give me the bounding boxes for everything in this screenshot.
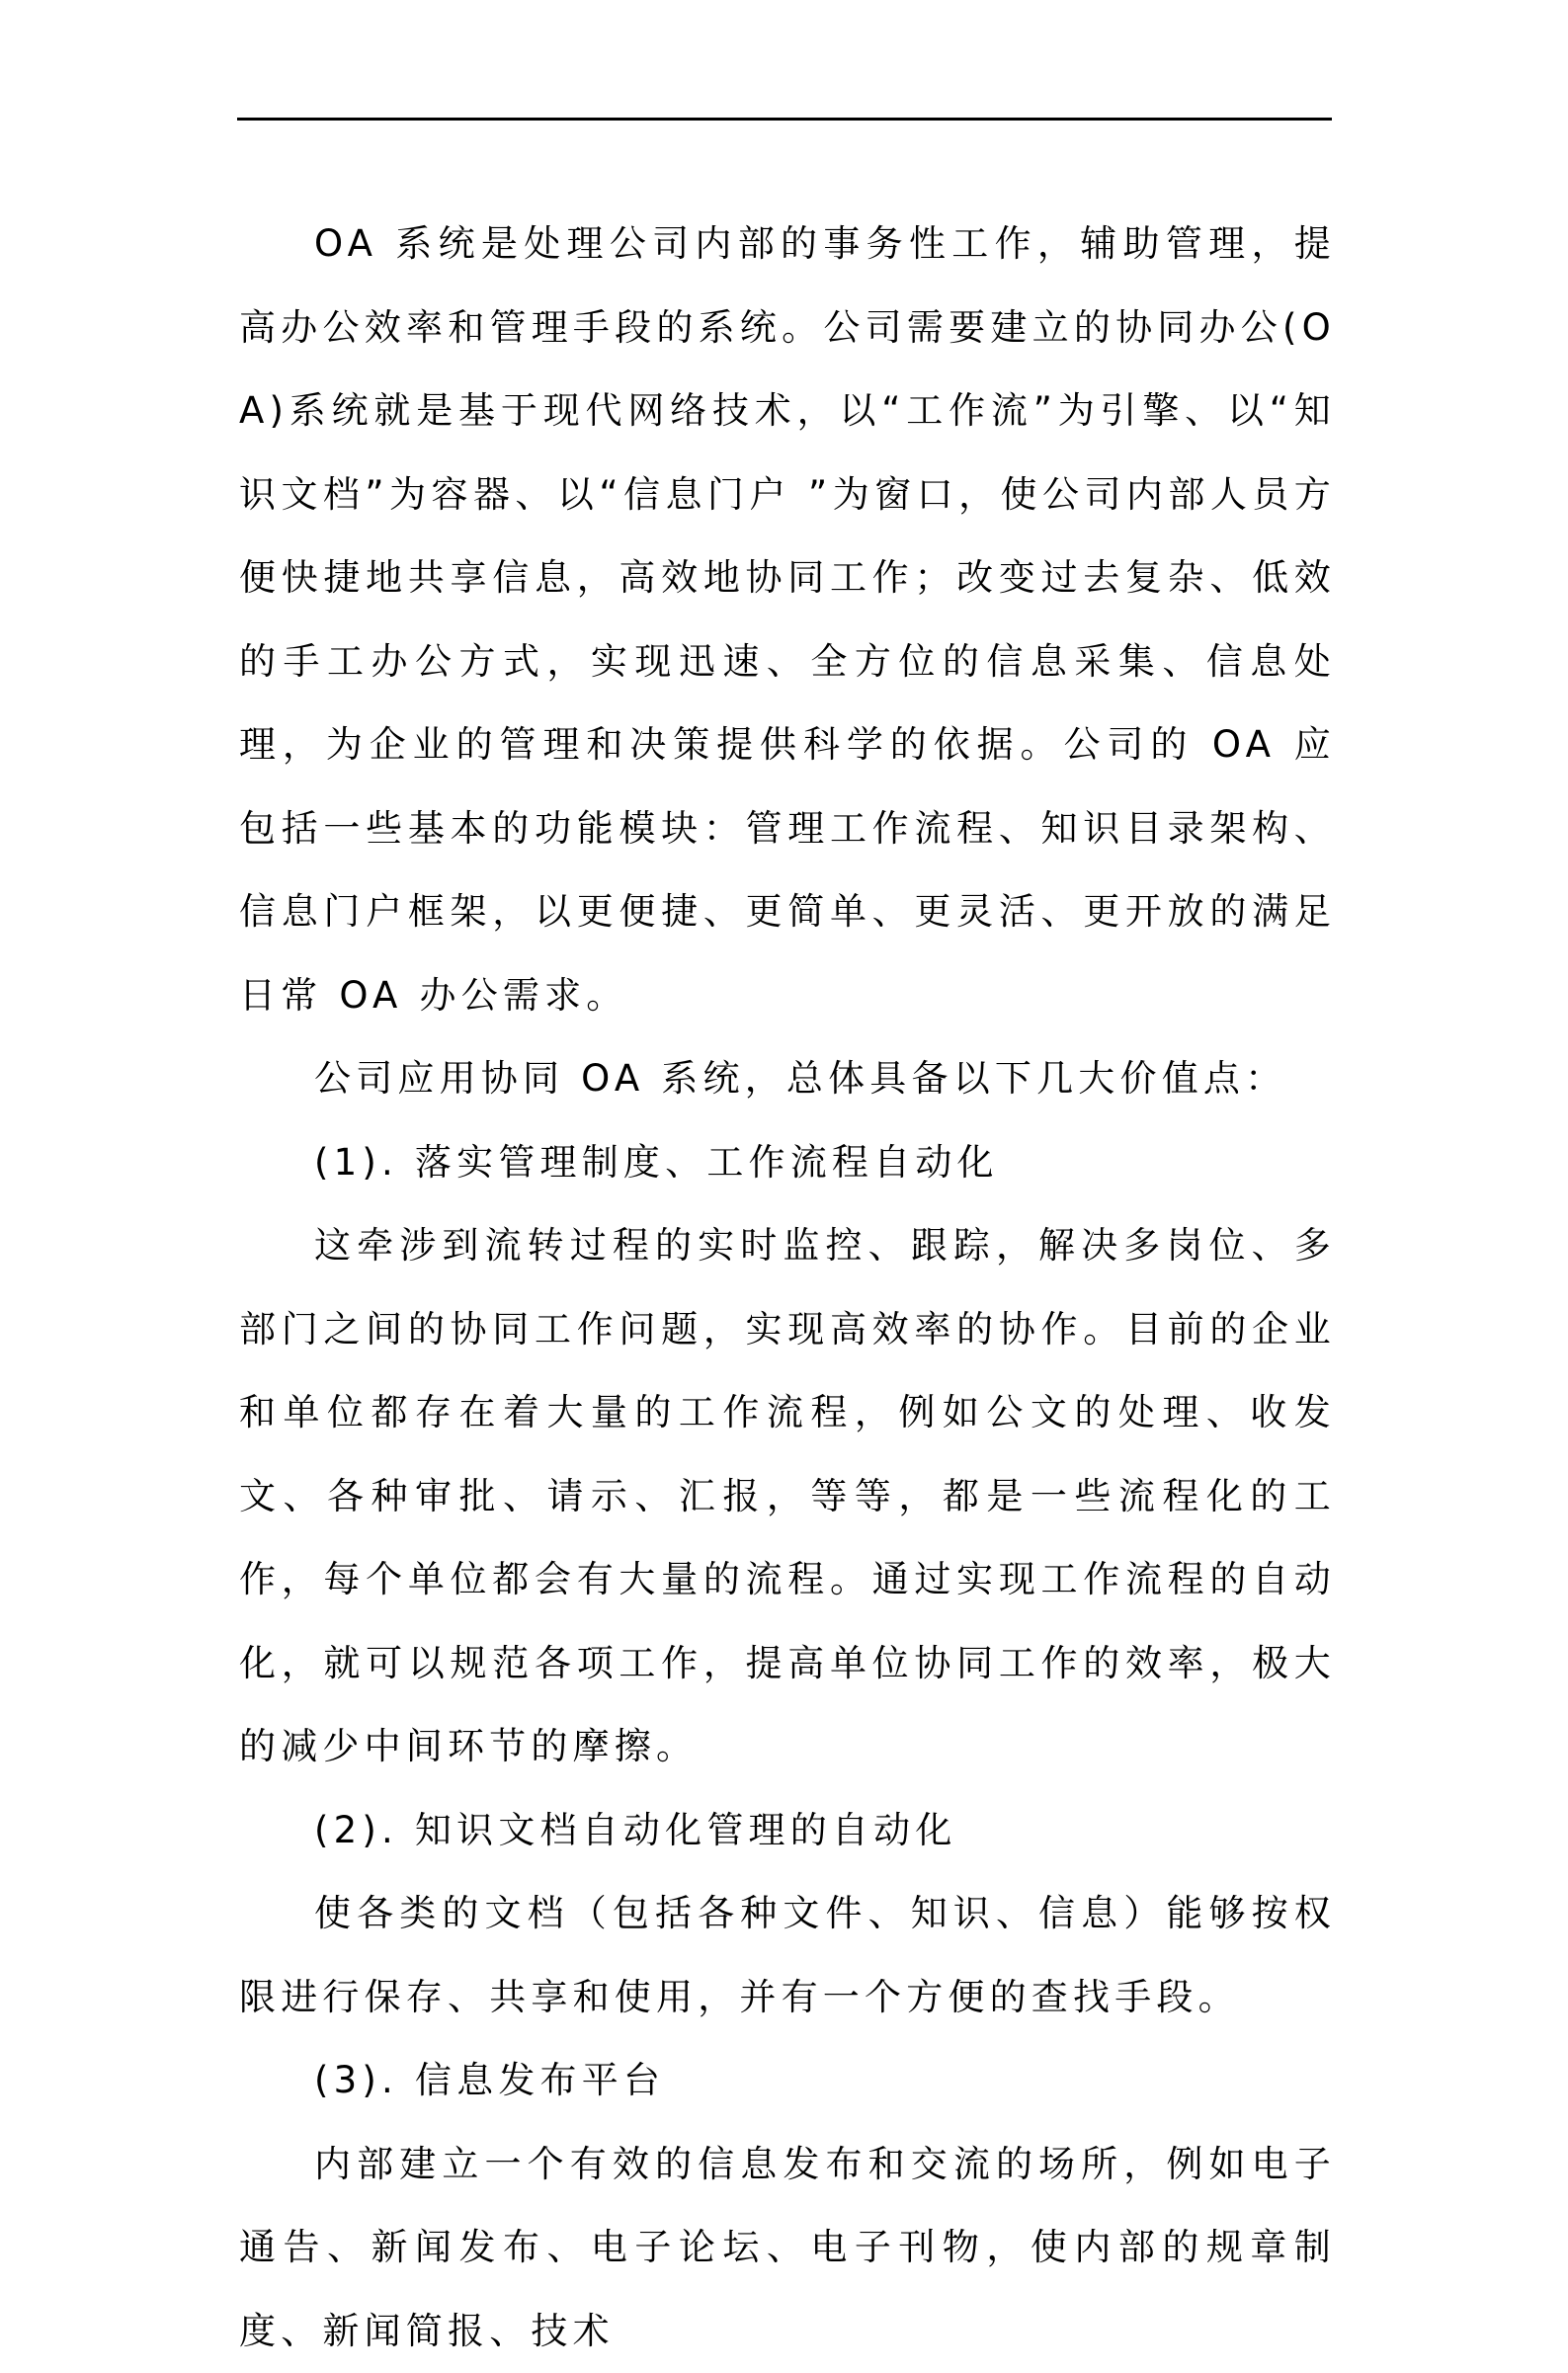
heading-knowledge-docs: (2). 知识文档自动化管理的自动化 [239, 1789, 1336, 1873]
document-body [239, 203, 1336, 2373]
heading-info-platform: (3). 信息发布平台 [239, 2039, 1336, 2123]
heading-workflow-automation: (1). 落实管理制度、工作流程自动化 [239, 1121, 1336, 1205]
paragraph-info-platform: 内部建立一个有效的信息发布和交流的场所，例如电子通告、新闻发布、电子论坛、电子刊物，使内部的规章制度、新闻简报、技术 [239, 2123, 1336, 2373]
paragraph-knowledge-docs: 使各类的文档（包括各种文件、知识、信息）能够按权限进行保存、共享和使用，并有一个方便的查找手段。 [239, 1872, 1336, 2039]
paragraph-intro: OA 系统是处理公司内部的事务性工作，辅助管理，提高办公效率和管理手段的系统。公司需要建立的协同办公(OA)系统就是基于现代网络技术，以“工作流”为引擎、以“知识文档”为容器、以“信息门户 ”为窗口，使公司内部人员方便快捷地共享信息，高效地协同工作；改变过去复杂、低效的手工办公方式，实现迅速、全方位的信息采集、信息处理，为企业的管理和决策提供科学的依据。公司的 OA 应包括一些基本的功能模块：管理工作流程、知识目录架构、信息门户框架，以更便捷、更简单、更灵活、更开放的满足日常 OA 办公需求。 [239, 203, 1336, 1037]
paragraph-value-points: 公司应用协同 OA 系统，总体具备以下几大价值点： [239, 1037, 1336, 1121]
paragraph-workflow-automation: 这牵涉到流转过程的实时监控、跟踪，解决多岗位、多部门之间的协同工作问题，实现高效率的协作。目前的企业和单位都存在着大量的工作流程，例如公文的处理、收发文、各种审批、请示、汇报，等等，都是一些流程化的工作，每个单位都会有大量的流程。通过实现工作流程的自动化，就可以规范各项工作，提高单位协同工作的效率，极大的减少中间环节的摩擦。 [239, 1204, 1336, 1789]
header-rule [237, 118, 1332, 121]
